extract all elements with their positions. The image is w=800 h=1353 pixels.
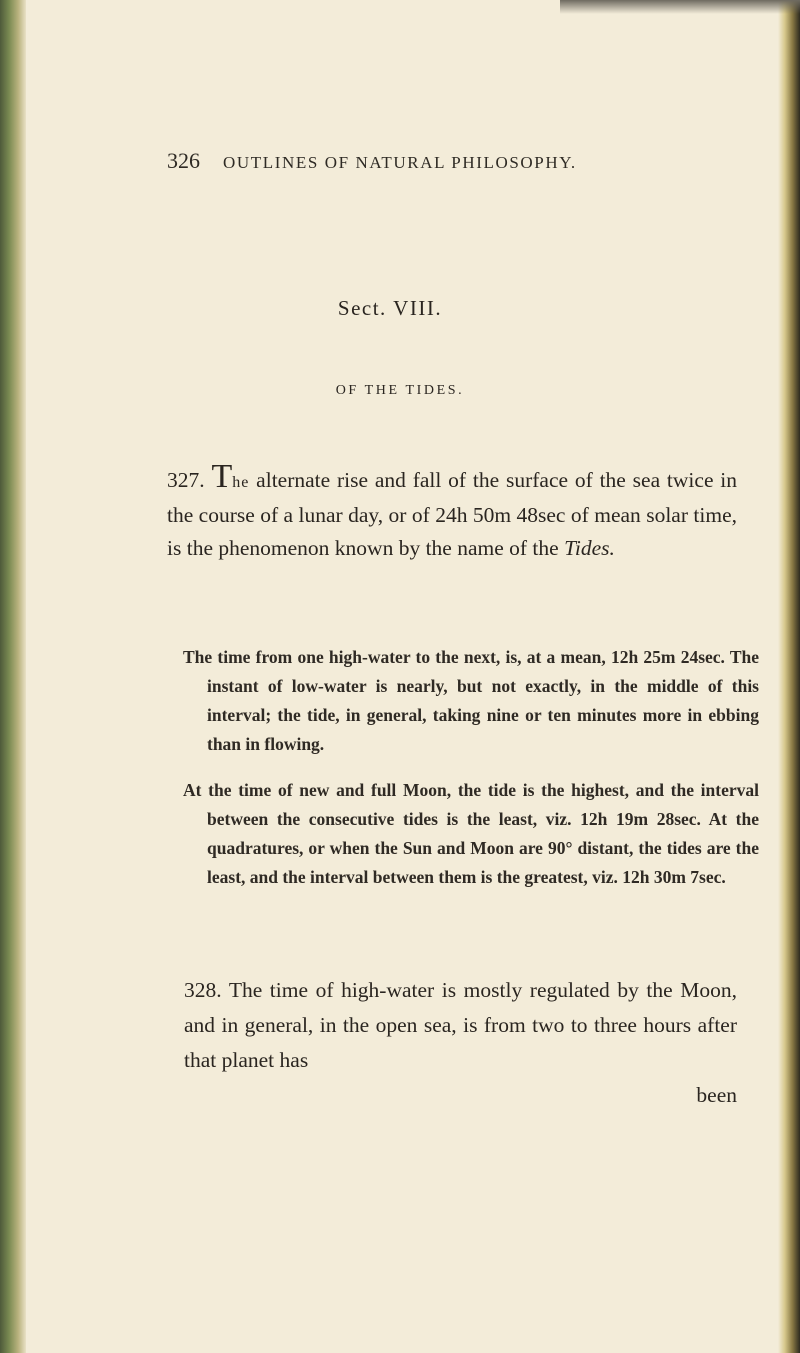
paragraph-328 (184, 973, 737, 1113)
small-caps-text: he (232, 474, 250, 491)
page-top-shadow (560, 0, 800, 14)
paragraph-text: alternate rise and fall of the surface of the sea twice in the course of a lunar day, or of 24h 50m 48sec of mean solar time, is the phenomenon known by the name of the (167, 468, 738, 560)
note-paragraph-1: The time from one high-water to the next, is, at a mean, 12h 25m 24sec. The instant of low-water is nearly, but not exactly, in the middle of this interval; the tide, in general, taking nine or ten minutes more in ebbing than in flowing. (183, 647, 759, 754)
page-number: 326 (167, 148, 200, 173)
page-binding-left (0, 0, 26, 1353)
paragraph-number: 328. (184, 978, 222, 1002)
paragraph-text: The time of high-water is mostly regulated by the Moon, and in general, in the open sea, is from two to three hours after that planet has (184, 978, 737, 1072)
book-title: OUTLINES OF NATURAL PHILOSOPHY. (223, 153, 577, 172)
running-head (167, 148, 727, 182)
paragraph-number: 327. (167, 468, 205, 492)
note-paragraph-2: At the time of new and full Moon, the tide is the highest, and the interval between the consecutive tides is the least, viz. 12h 19m 28sec. At the quadratures, or when the Sun and Moon are 90° distant, the tides are the least, and the interval between them is the greatest, viz. 12h 30m 7sec. (183, 780, 759, 887)
paragraph-327 (167, 458, 738, 565)
italic-term: Tides. (564, 536, 615, 560)
section-title: Sect. VIII. (337, 296, 443, 320)
drop-cap: T (211, 458, 233, 495)
chapter-title: OF THE TIDES. (335, 383, 465, 398)
catchword: been (696, 1083, 737, 1107)
page-edge-right (778, 0, 800, 1353)
